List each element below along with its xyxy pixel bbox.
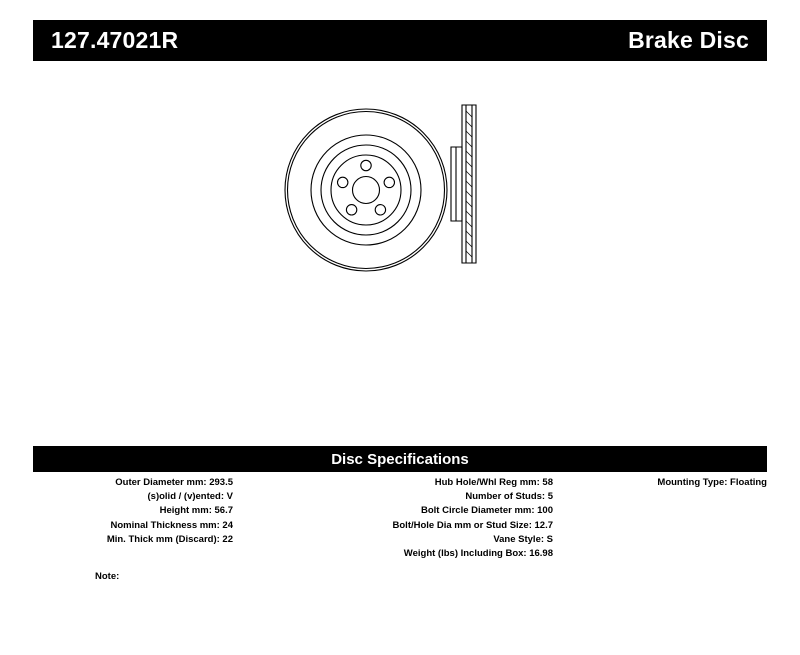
spec-item: Mounting Type: Floating (657, 477, 767, 488)
spec-section-title: Disc Specifications (331, 450, 469, 468)
rotor-outer-circle (285, 109, 447, 271)
rotor-hat-outer (321, 145, 411, 235)
lug-hole (338, 177, 348, 187)
spec-item: Vane Style: S (493, 533, 553, 545)
note-label: Note: (95, 571, 120, 582)
spec-column-left (33, 476, 233, 547)
spec-item: Number of Studs: 5 (465, 491, 553, 503)
note-row (33, 571, 433, 582)
product-drawing (280, 95, 520, 285)
rotor-hub-bore (353, 177, 380, 204)
spec-item: Outer Diameter mm: 293.5 (115, 477, 233, 488)
spec-title-bar (33, 446, 767, 472)
header-bar (33, 20, 767, 61)
rotor-hat-step (331, 155, 401, 225)
lug-hole (375, 205, 385, 215)
lug-hole (346, 205, 356, 215)
rotor-braking-surface-edge (311, 135, 421, 245)
spec-item: Weight (lbs) Including Box: 16.98 (403, 548, 553, 560)
spec-item: Bolt/Hole Dia mm or Stud Size: 12.7 (392, 519, 553, 531)
lug-hole (384, 177, 394, 187)
page-title: Brake Disc (628, 27, 749, 53)
spec-item: Min. Thick mm (Discard): 22 (106, 533, 233, 545)
spec-column-middle (233, 476, 553, 561)
rotor-drawing-svg (280, 95, 520, 285)
lug-hole (361, 160, 371, 170)
spec-item: Bolt Circle Diameter mm: 100 (421, 505, 553, 517)
spec-item: Nominal Thickness mm: 24 (110, 519, 233, 531)
spec-column-right (553, 476, 767, 490)
spec-item: (s)olid / (v)ented: V (147, 491, 233, 503)
spec-item: Hub Hole/Whl Reg mm: 58 (434, 477, 553, 488)
spec-columns (33, 476, 767, 561)
part-number: 127.47021R (51, 27, 179, 53)
rotor-edge-view (451, 105, 476, 263)
spec-item: Height mm: 56.7 (159, 505, 233, 517)
